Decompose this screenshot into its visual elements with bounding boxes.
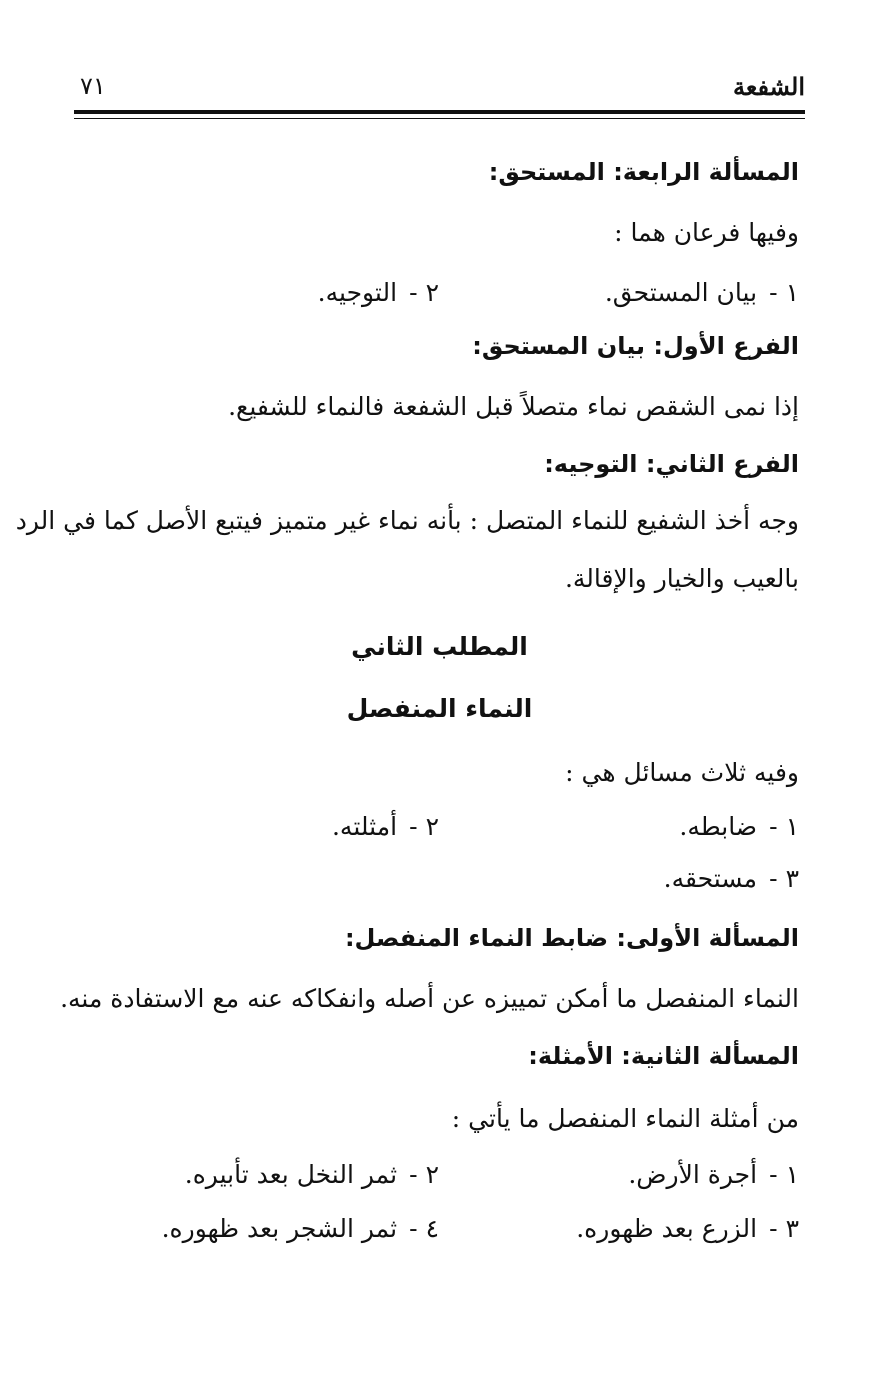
list-number: ١ -: [769, 812, 799, 841]
list-item: [628, 1160, 799, 1190]
chapter-title: المطلب الثاني: [351, 632, 528, 661]
list-text: الزرع بعد ظهوره.: [576, 1214, 758, 1243]
list-text: التوجيه.: [317, 278, 398, 307]
list-item: [605, 278, 799, 308]
paragraph: وفيها فرعان هما :: [614, 218, 799, 247]
paragraph: النماء المنفصل ما أمكن تمييزه عن أصله وانفكاكه عنه مع الاستفادة منه.: [60, 984, 799, 1013]
list-item: [576, 1214, 799, 1244]
list-number: ١ -: [769, 278, 799, 307]
list-text: بيان المستحق.: [604, 278, 758, 307]
section-heading: الفرع الأول: بيان المستحق:: [472, 332, 799, 360]
header-rule-thin: [74, 118, 805, 119]
list-item: [664, 864, 799, 894]
list-number: ٢ -: [409, 278, 439, 307]
list-text: أجرة الأرض.: [628, 1160, 758, 1189]
list-item: [162, 1214, 439, 1244]
page-header: [74, 70, 805, 104]
list-item: [679, 812, 799, 842]
list-item: [332, 812, 439, 842]
list-number: ٢ -: [409, 812, 439, 841]
chapter-subtitle: النماء المنفصل: [346, 694, 533, 723]
paragraph: من أمثلة النماء المنفصل ما يأتي :: [451, 1104, 799, 1133]
paragraph: إذا نمى الشقص نماء متصلاً قبل الشفعة فالنماء للشفيع.: [228, 392, 799, 421]
section-heading: الفرع الثاني: التوجيه:: [544, 450, 799, 478]
page-number: ٧١: [80, 72, 106, 100]
paragraph: وفيه ثلاث مسائل هي :: [565, 758, 799, 787]
list-text: أمثلته.: [331, 812, 398, 841]
list-number: ١ -: [769, 1160, 799, 1189]
section-heading: المسألة الرابعة: المستحق:: [488, 158, 799, 186]
section-heading: المسألة الأولى: ضابط النماء المنفصل:: [344, 924, 799, 952]
list-text: ثمر الشجر بعد ظهوره.: [161, 1214, 398, 1243]
section-heading: المسألة الثانية: الأمثلة:: [528, 1042, 799, 1070]
header-rule-thick: [74, 110, 805, 114]
paragraph: وجه أخذ الشفيع للنماء المتصل : بأنه نماء غير متميز فيتبع الأصل كما في الرد: [15, 506, 799, 535]
paragraph: بالعيب والخيار والإقالة.: [564, 564, 799, 593]
list-number: ٣ -: [769, 1214, 799, 1243]
list-number: ٣ -: [769, 864, 799, 893]
list-text: ضابطه.: [679, 812, 758, 841]
list-item: [318, 278, 439, 308]
list-text: مستحقه.: [663, 864, 758, 893]
list-text: ثمر النخل بعد تأبيره.: [184, 1160, 398, 1189]
list-item: [185, 1160, 439, 1190]
list-number: ٤ -: [409, 1214, 439, 1243]
list-number: ٢ -: [409, 1160, 439, 1189]
running-title: الشفعة: [733, 72, 805, 101]
